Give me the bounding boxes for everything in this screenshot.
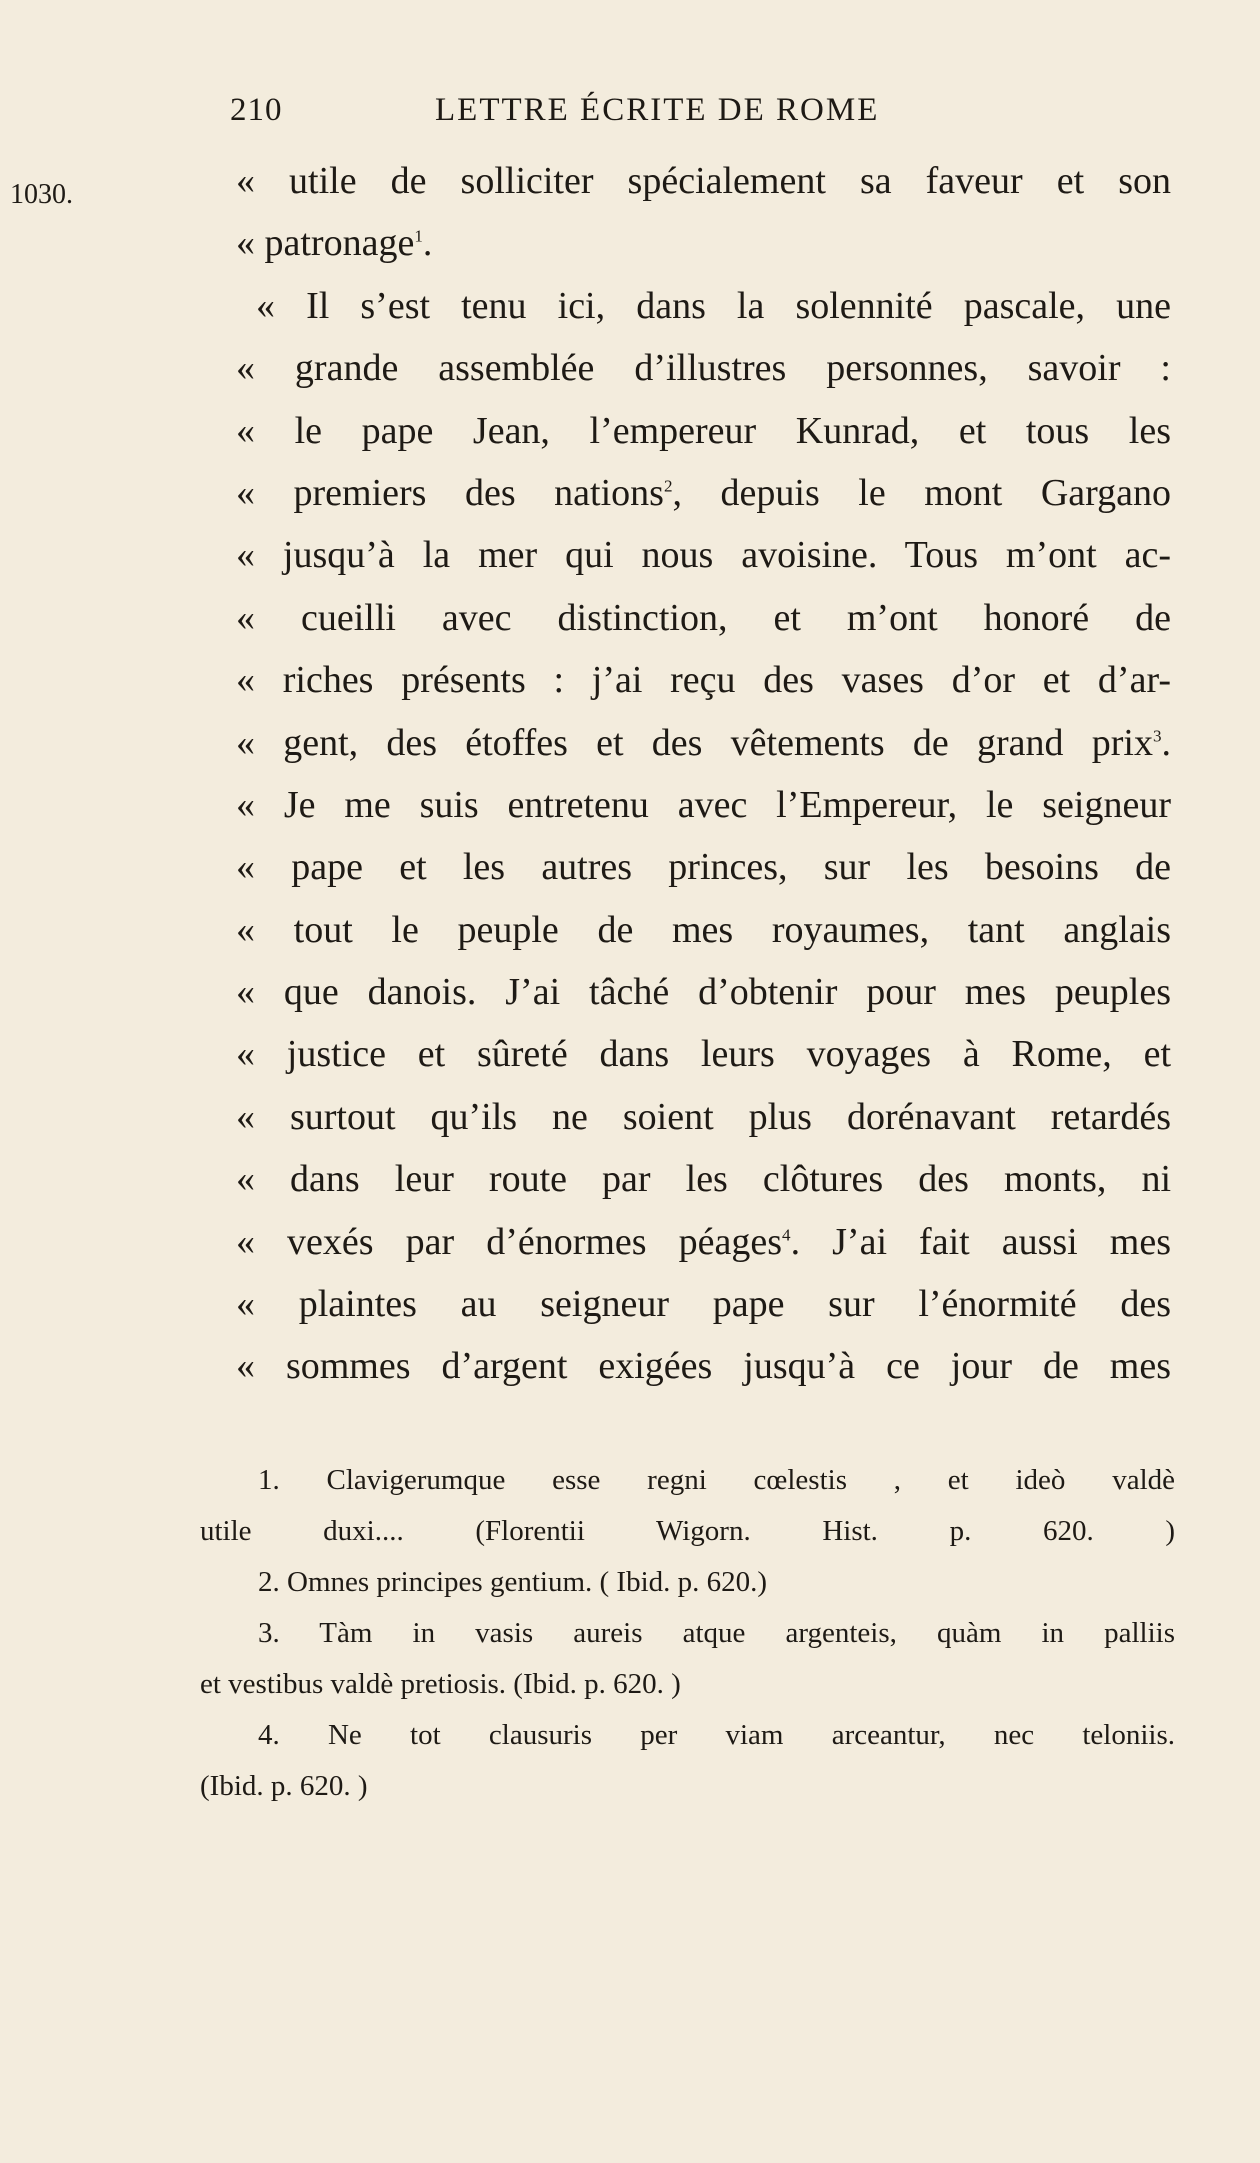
text-line: « plaintes au seigneur pape sur l’énormité des (236, 1283, 1171, 1326)
footnote-line: utile duxi.... (Florentii Wigorn. Hist. p. 620. ) (200, 1515, 1175, 1547)
footnote-line: 2. Omnes principes gentium. ( Ibid. p. 620.) (258, 1566, 768, 1598)
footnote-line: et vestibus valdè pretiosis. (Ibid. p. 620. ) (200, 1668, 681, 1700)
text-line: « tout le peuple de mes royaumes, tant anglais (236, 908, 1171, 951)
text-line: « grande assemblée d’illustres personnes, savoir : (236, 347, 1171, 390)
text-line: « premiers des nations$^2$, depuis le mont Gargano (236, 471, 1171, 514)
footnote-ref: 1 (414, 226, 423, 246)
text-line: « utile de solliciter spécialement sa faveur et son (236, 160, 1171, 202)
text-line: « gent, des étoffes et des vêtements de grand prix$^3$. (236, 721, 1171, 764)
text-line: « patronage$^1$. (236, 222, 433, 265)
text-line: « surtout qu’ils ne soient plus dorénavant retardés (236, 1095, 1171, 1138)
footnote-line: (Ibid. p. 620. ) (200, 1770, 368, 1802)
margin-year: 1030. (10, 179, 73, 210)
footnote-ref: 2 (663, 476, 673, 496)
footnote-line: 1. Clavigerumque esse regni cœlestis , et ideò valdè (258, 1464, 1175, 1496)
text-line: « Il s’est tenu ici, dans la solennité pascale, une (256, 284, 1171, 327)
footnotes (200, 1455, 1175, 1812)
footnote-ref: 3 (1152, 725, 1162, 745)
text-line: « jusqu’à la mer qui nous avoisine. Tous m’ont ac- (236, 534, 1171, 577)
text-line: « Je me suis entretenu avec l’Empereur, le seigneur (236, 783, 1171, 826)
text-line: « le pape Jean, l’empereur Kunrad, et tous les (236, 409, 1171, 452)
text-line: « dans leur route par les clôtures des monts, ni (236, 1158, 1171, 1201)
running-title: LETTRE ÉCRITE DE ROME (435, 92, 880, 128)
text-line: « que danois. J’ai tâché d’obtenir pour mes peuples (236, 971, 1171, 1014)
text-line: « cueilli avec distinction, et m’ont honoré de (236, 596, 1171, 639)
text-line: « riches présents : j’ai reçu des vases d’or et d’ar- (236, 659, 1171, 702)
footnote-line: 4. Ne tot clausuris per viam arceantur, nec teloniis. (258, 1719, 1175, 1751)
text-line: « sommes d’argent exigées jusqu’à ce jour de mes (236, 1345, 1171, 1388)
footnote-ref: 4 (782, 1224, 791, 1244)
footnote-line: 3. Tàm in vasis aureis atque argenteis, quàm in palliis (258, 1617, 1175, 1649)
text-line: « justice et sûreté dans leurs voyages à Rome, et (236, 1033, 1171, 1076)
text-line: « vexés par d’énormes péages$^4$. J’ai fait aussi mes (236, 1220, 1171, 1263)
text-line: « pape et les autres princes, sur les besoins de (236, 846, 1171, 889)
letter-text (236, 150, 1171, 1398)
page-number: 210 (230, 92, 283, 128)
